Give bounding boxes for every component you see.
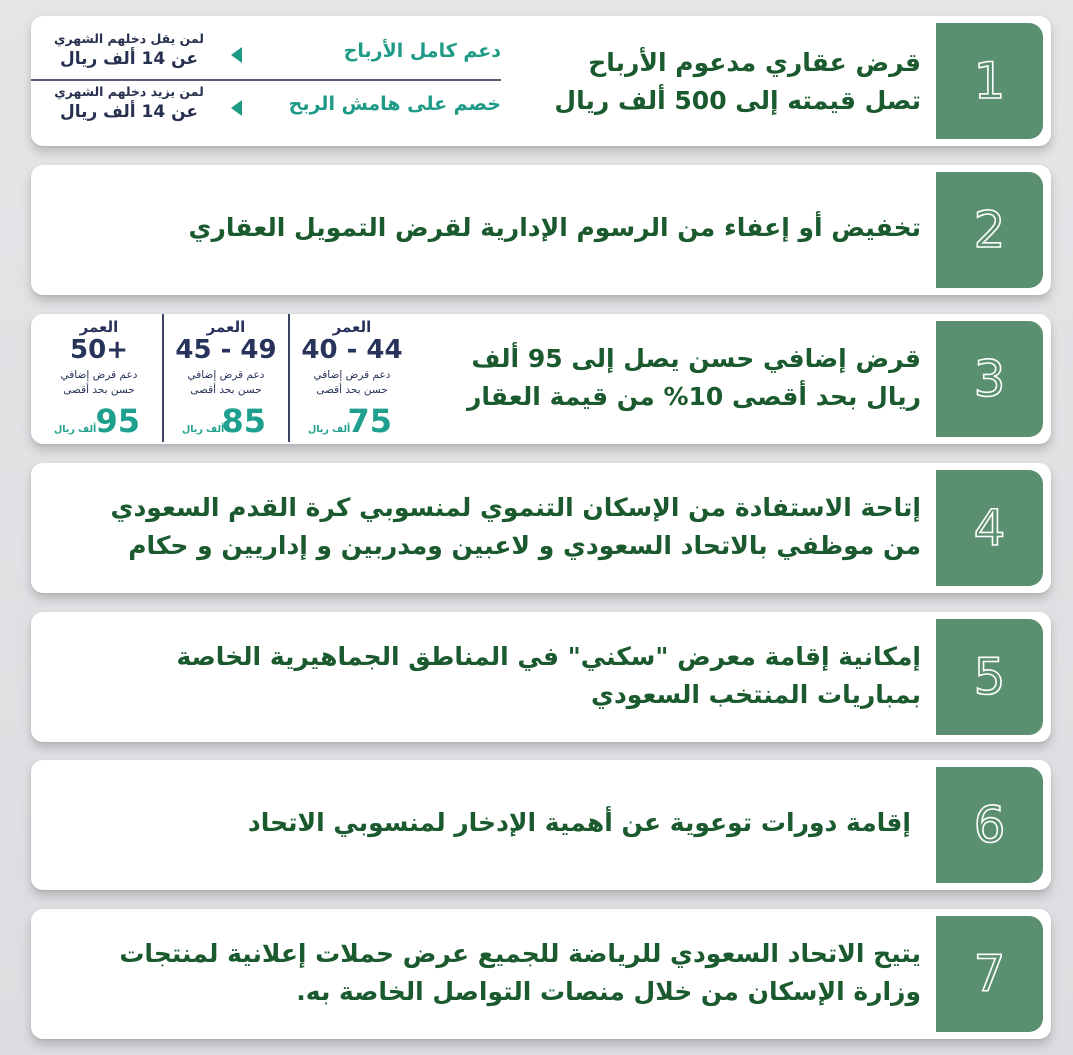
item-text-line: تصل قيمته إلى 500 ألف ريال — [554, 86, 921, 115]
item-card-3 — [31, 314, 1051, 444]
item-number: 4 — [973, 499, 1006, 557]
item-number-box — [936, 172, 1043, 288]
age-tier — [162, 314, 288, 442]
tier-desc: حسن بحد أقصى — [316, 384, 388, 396]
item-number-box — [936, 23, 1043, 139]
support-row — [31, 83, 501, 128]
item-text — [554, 44, 921, 120]
item-text — [248, 804, 911, 842]
support-condition — [49, 83, 209, 123]
condition-small: لمن يزيد دخلهم الشهري — [54, 84, 204, 99]
item-text — [467, 340, 921, 416]
item-number-box — [936, 767, 1043, 883]
item-number: 2 — [973, 201, 1006, 259]
condition-small: لمن يقل دخلهم الشهري — [54, 31, 204, 46]
item-text-line: قرض عقاري مدعوم الأرباح — [588, 48, 921, 77]
item-text-line: تخفيض أو إعفاء من الرسوم الإدارية لقرض التمويل العقاري — [188, 213, 921, 242]
tier-amount: 75 — [347, 402, 392, 440]
item-text-line: وزارة الإسكان من خلال منصات التواصل الخاصة به. — [296, 977, 921, 1006]
item-card-1 — [31, 16, 1051, 146]
item-text-line: قرض إضافي حسن يصل إلى 95 ألف — [471, 344, 921, 373]
item-text-line: إمكانية إقامة معرض "سكني" في المناطق الجماهيرية الخاصة — [176, 642, 921, 671]
item-text — [119, 935, 921, 1011]
support-row — [31, 31, 501, 79]
item-number: 3 — [973, 350, 1006, 408]
tier-desc: دعم قرض إضافي — [60, 369, 138, 381]
item-text — [189, 209, 921, 247]
item-card-7 — [31, 909, 1051, 1039]
item-number: 7 — [973, 945, 1006, 1003]
item-card-5 — [31, 612, 1051, 742]
item-number: 5 — [973, 648, 1006, 706]
item-text — [176, 638, 921, 714]
item-number-box — [936, 321, 1043, 437]
age-label: العمر — [332, 318, 372, 336]
age-range: 40 - 44 — [301, 335, 403, 365]
item-text-line: من موظفي بالاتحاد السعودي و لاعبين ومدربين و إداريين و حكام — [128, 531, 921, 560]
item-number-box — [936, 470, 1043, 586]
tier-unit: ألف ريال — [308, 424, 351, 435]
tier-desc: دعم قرض إضافي — [313, 369, 391, 381]
age-range: 45 - 49 — [175, 335, 277, 365]
support-condition — [49, 30, 209, 70]
tier-amount: 85 — [221, 402, 266, 440]
age-tier — [36, 314, 162, 442]
age-range: 50+ — [70, 335, 128, 365]
age-label: العمر — [79, 318, 119, 336]
tier-amount: 95 — [95, 402, 140, 440]
item-number-box — [936, 916, 1043, 1032]
tier-unit: ألف ريال — [182, 424, 225, 435]
item-text-line: بمباريات المنتخب السعودي — [591, 680, 921, 709]
item-text-line: إقامة دورات توعوية عن أهمية الإدخار لمنسوبي الاتحاد — [247, 808, 911, 837]
item-card-6 — [31, 760, 1051, 890]
age-tiers — [36, 314, 414, 442]
item-text-line: إتاحة الاستفادة من الإسكان التنموي لمنسوبي كرة القدم السعودي — [110, 493, 921, 522]
support-label: دعم كامل الأرباح — [343, 40, 501, 62]
divider — [31, 79, 501, 81]
item-text-line: ريال بحد أقصى 10% من قيمة العقار — [467, 382, 921, 411]
age-label: العمر — [206, 318, 246, 336]
item-number: 1 — [973, 52, 1006, 110]
condition-big: عن 14 ألف ريال — [59, 102, 199, 122]
support-panel — [31, 31, 501, 128]
triangle-left-icon — [231, 47, 242, 63]
item-number-box — [936, 619, 1043, 735]
age-tier — [288, 314, 414, 442]
tier-desc: دعم قرض إضافي — [187, 369, 265, 381]
condition-big: عن 14 ألف ريال — [59, 49, 199, 69]
item-number: 6 — [973, 796, 1006, 854]
tier-unit: ألف ريال — [54, 424, 97, 435]
item-card-2 — [31, 165, 1051, 295]
triangle-left-icon — [231, 100, 242, 116]
tier-desc: حسن بحد أقصى — [63, 384, 135, 396]
item-text-line: يتيح الاتحاد السعودي للرياضة للجميع عرض حملات إعلانية لمنتجات — [119, 939, 921, 968]
support-label: خصم على هامش الربح — [288, 93, 501, 115]
tier-desc: حسن بحد أقصى — [190, 384, 262, 396]
item-text — [111, 489, 921, 565]
item-card-4 — [31, 463, 1051, 593]
